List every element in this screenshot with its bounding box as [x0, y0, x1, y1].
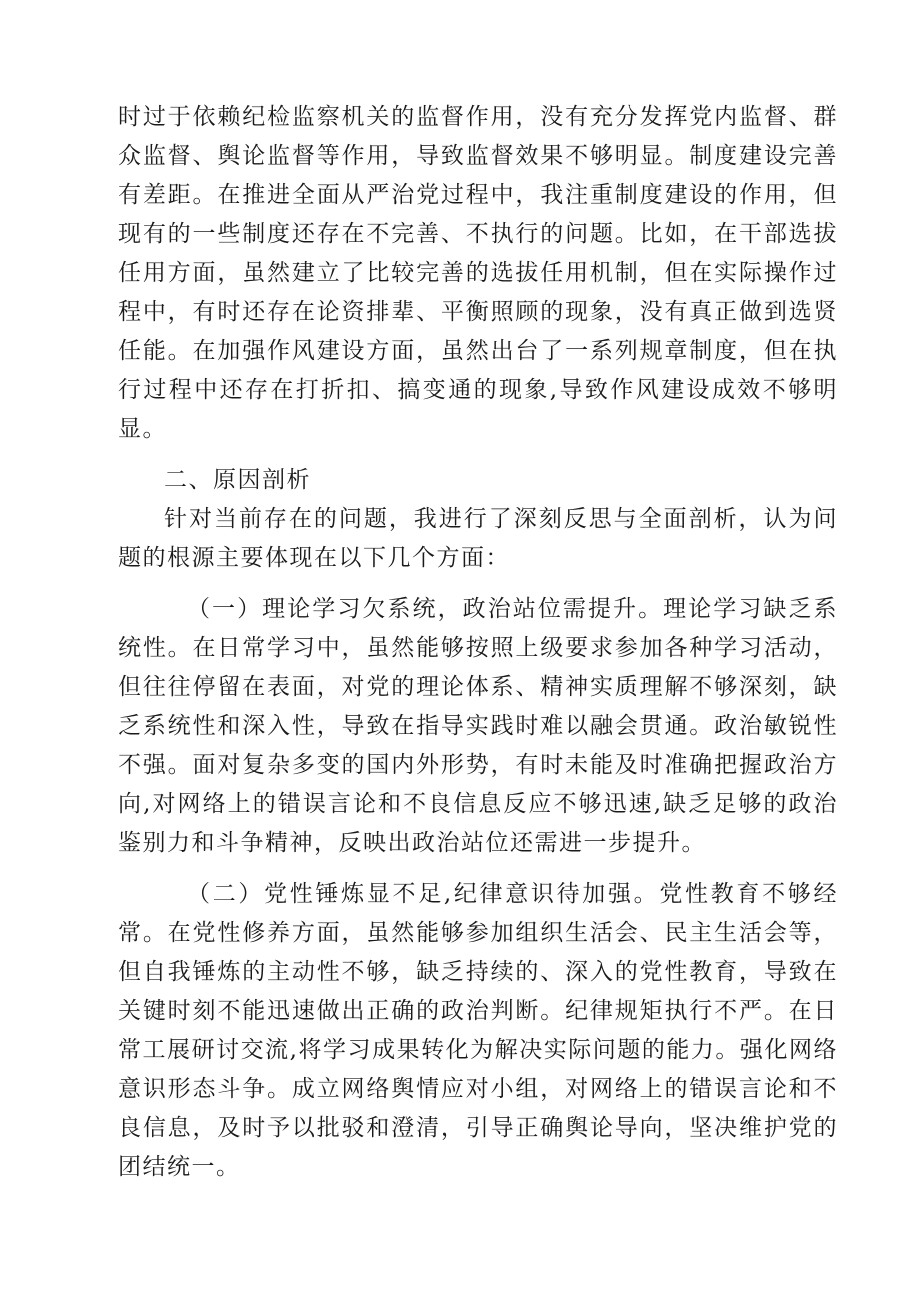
paragraph-supervision-continued: 时过于依赖纪检监察机关的监督作用，没有充分发挥党内监督、群众监督、舆论监督等作用，导致监督效果不够明显。制度建设完善有差距。在推进全面从严治党过程中，我注重制度建设的作用，但现有的一些制度还存在不完善、不执行的问题。比如，在干部选拔任用方面，虽然建立了比较完善的选拔任用机制，但在实际操作过程中，有时还存在论资排辈、平衡照顾的现象，没有真正做到选贤任能。在加强作风建设方面，虽然出台了一系列规章制度，但在执行过程中还存在打折扣、搞变通的现象,导致作风建设成效不够明显。: [118, 104, 838, 442]
paragraph-party-spirit: （二）党性锤炼显不足,纪律意识待加强。党性教育不够经常。在党性修养方面，虽然能够参加组织生活会、民主生活会等，但自我锤炼的主动性不够，缺乏持续的、深入的党性教育，导致在关键时刻不能迅速做出正确的政治判断。纪律规矩执行不严。在日常工展研讨交流,将学习成果转化为解决实际问题的能力。强化网络意识形态斗争。成立网络舆情应对小组，对网络上的错误言论和不良信息，及时予以批驳和澄清，引导正确舆论导向，坚决维护党的团结统一。: [118, 881, 838, 1180]
document-body: [118, 98, 838, 1187]
paragraph-intro-analysis: 针对当前存在的问题，我进行了深刻反思与全面剖析，认为问题的根源主要体现在以下几个方面：: [118, 506, 838, 571]
section-heading-cause-analysis: 二、原因剖析: [164, 467, 311, 493]
paragraph-theory-study: （一）理论学习欠系统，政治站位需提升。理论学习缺乏系统性。在日常学习中，虽然能够按照上级要求参加各种学习活动，但往往停留在表面，对党的理论体系、精神实质理解不够深刻，缺乏系统性和深入性，导致在指导实践时难以融会贯通。政治敏锐性不强。面对复杂多变的国内外形势，有时未能及时准确把握政治方向,对网络上的错误言论和不良信息反应不够迅速,缺乏足够的政治鉴别力和斗争精神，反映出政治站位还需进一步提升。: [118, 596, 838, 856]
